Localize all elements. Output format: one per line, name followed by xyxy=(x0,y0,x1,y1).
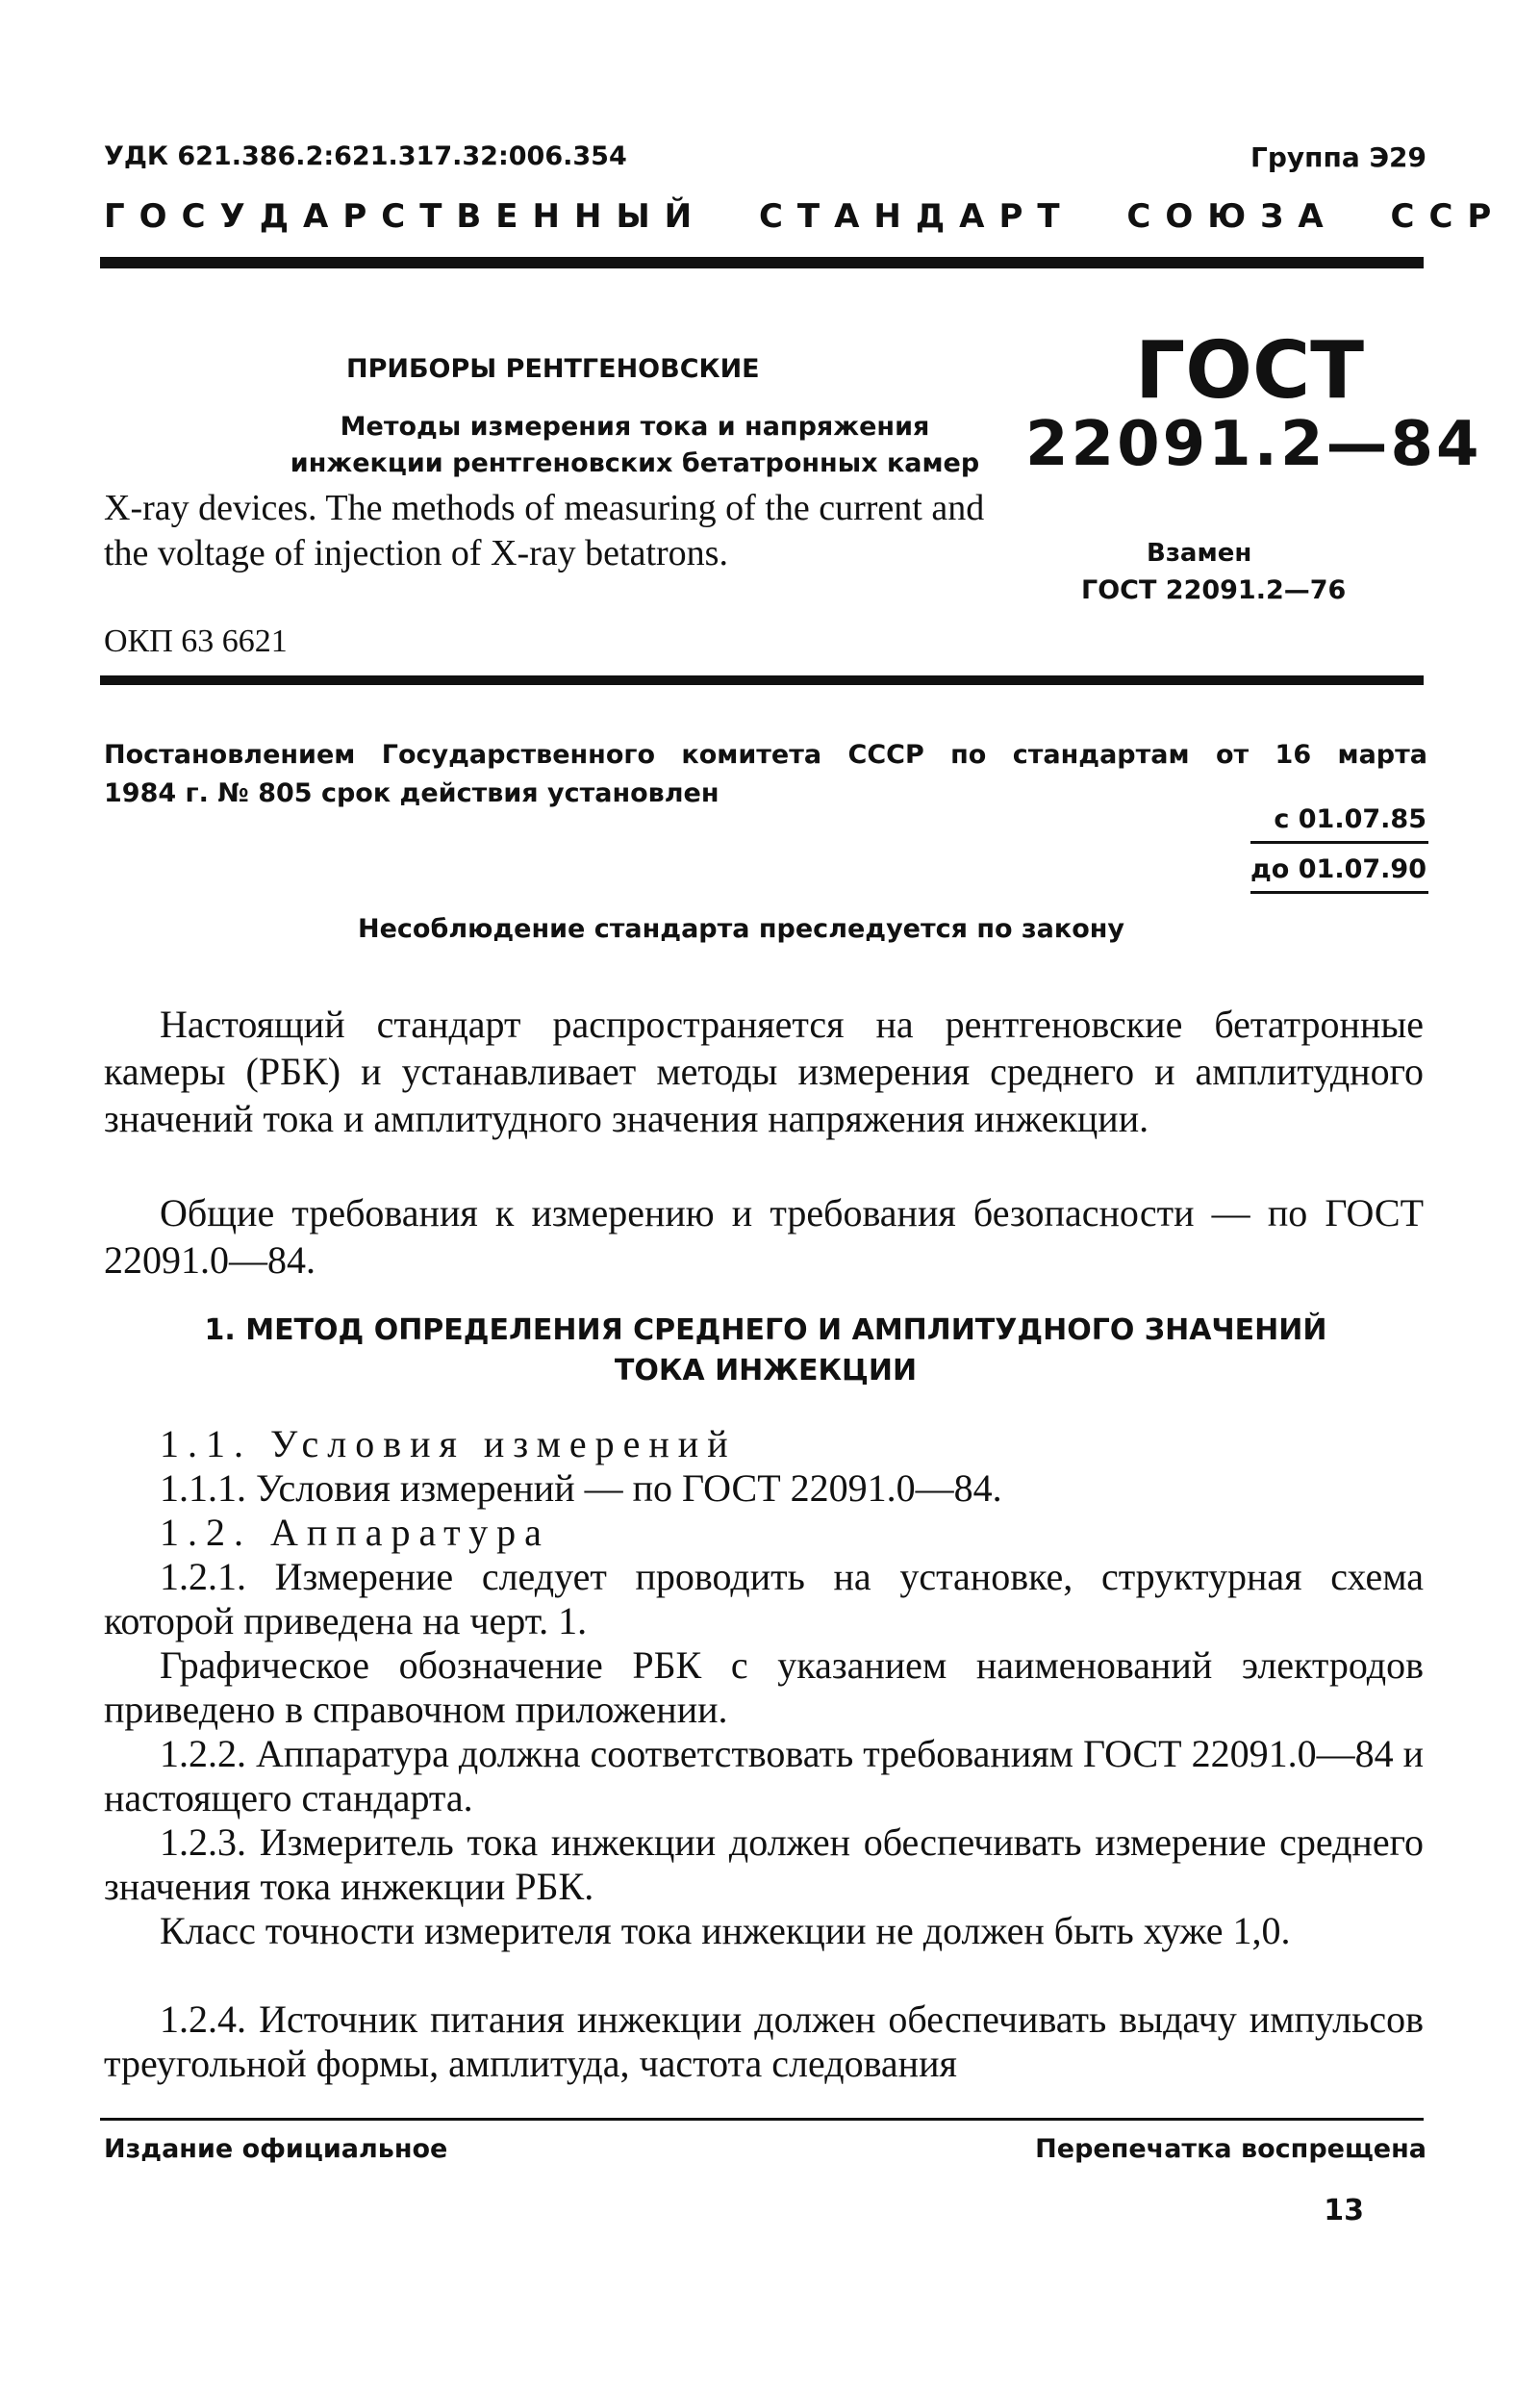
gost-number: 22091.2—84 xyxy=(1025,409,1482,480)
replaces-document: ГОСТ 22091.2—76 xyxy=(1081,575,1347,605)
document-title-en: X-ray devices. The methods of measuring of the current and the voltage of injection of X-ray betatrons. xyxy=(104,488,985,573)
group-code: Группа Э29 xyxy=(1250,141,1426,173)
intro-paragraph xyxy=(104,1189,1424,1284)
document-title-ru: ПРИБОРЫ РЕНТГЕНОВСКИЕ xyxy=(346,354,760,384)
header-rule xyxy=(100,257,1424,268)
decree-block xyxy=(104,736,1427,813)
clause-1-2-1: 1.2.1. Измерение следует проводить на установке, структурная схема которой приведена на черт. 1. xyxy=(104,1555,1424,1642)
clause-1-1-1: 1.1.1. Условия измерений — по ГОСТ 22091.0—84. xyxy=(160,1466,1002,1510)
standard-banner: ГОСУДАРСТВЕННЫЙ СТАНДАРТ СОЮЗА ССР xyxy=(104,197,1506,236)
replaces-label: Взамен xyxy=(1147,539,1252,568)
section-title-line: ТОКА ИНЖЕКЦИИ xyxy=(614,1354,918,1387)
section-title xyxy=(104,1311,1427,1391)
intro-paragraph-text: Настоящий стандарт распространяется на рентгеновские бетатронные камеры (РБК) и устанавливает методы измерения среднего и амплитудного значений тока и амплитудного значения напряжения инжекции. xyxy=(104,1003,1424,1140)
clause-accuracy-class: Класс точности измерителя тока инжекции не должен быть хуже 1,0. xyxy=(160,1909,1291,1952)
intro-paragraph-text: Общие требования к измерению и требования безопасности — по ГОСТ 22091.0—84. xyxy=(104,1191,1424,1282)
page-number: 13 xyxy=(1324,2194,1364,2227)
udk-code: УДК 621.386.2:621.317.32:006.354 xyxy=(104,141,627,171)
date-underline xyxy=(1250,841,1428,844)
effective-date-to: до 01.07.90 xyxy=(1250,854,1426,884)
title-block-rule xyxy=(100,675,1424,685)
clause-1-1: 1.1. Условия измерений xyxy=(160,1422,737,1465)
document-subtitle-ru: Методы измерения тока и напряжения инжекции рентгеновских бетатронных камер xyxy=(290,412,980,478)
gost-label: ГОСТ xyxy=(1135,325,1365,417)
clause-1-2-2: 1.2.2. Аппаратура должна соответствовать требованиям ГОСТ 22091.0—84 и настоящего стандарта. xyxy=(104,1732,1424,1819)
clause-1-2-3: 1.2.3. Измеритель тока инжекции должен обеспечивать измерение среднего значения тока инжекции РБК. xyxy=(104,1820,1424,1908)
section-title-line: 1. МЕТОД ОПРЕДЕЛЕНИЯ СРЕДНЕГО И АМПЛИТУДНОГО ЗНАЧЕНИЙ xyxy=(204,1313,1327,1347)
clause-graphic-notation: Графическое обозначение РБК с указанием наименований электродов приведено в справочном приложении. xyxy=(104,1643,1424,1731)
decree-line-1: Постановлением Государственного комитета СССР по стандартам от 16 марта xyxy=(104,740,1427,770)
okp-code: ОКП 63 6621 xyxy=(104,623,288,659)
decree-line-2: 1984 г. № 805 срок действия установлен xyxy=(104,778,720,808)
reprint-note: Перепечатка воспрещена xyxy=(1035,2134,1426,2164)
footer-rule xyxy=(100,2118,1424,2121)
intro-paragraph xyxy=(104,1001,1424,1142)
clause-1-2: 1.2. Аппаратура xyxy=(160,1511,550,1554)
prosecution-notice: Несоблюдение стандарта преследуется по закону xyxy=(358,914,1125,944)
date-underline xyxy=(1250,891,1428,894)
effective-date-from: с 01.07.85 xyxy=(1274,804,1426,834)
clause-1-2-4: 1.2.4. Источник питания инжекции должен обеспечивать выдачу импульсов треугольной формы, амплитуда, частота следования xyxy=(104,1998,1424,2085)
edition-note: Издание официальное xyxy=(104,2134,448,2164)
